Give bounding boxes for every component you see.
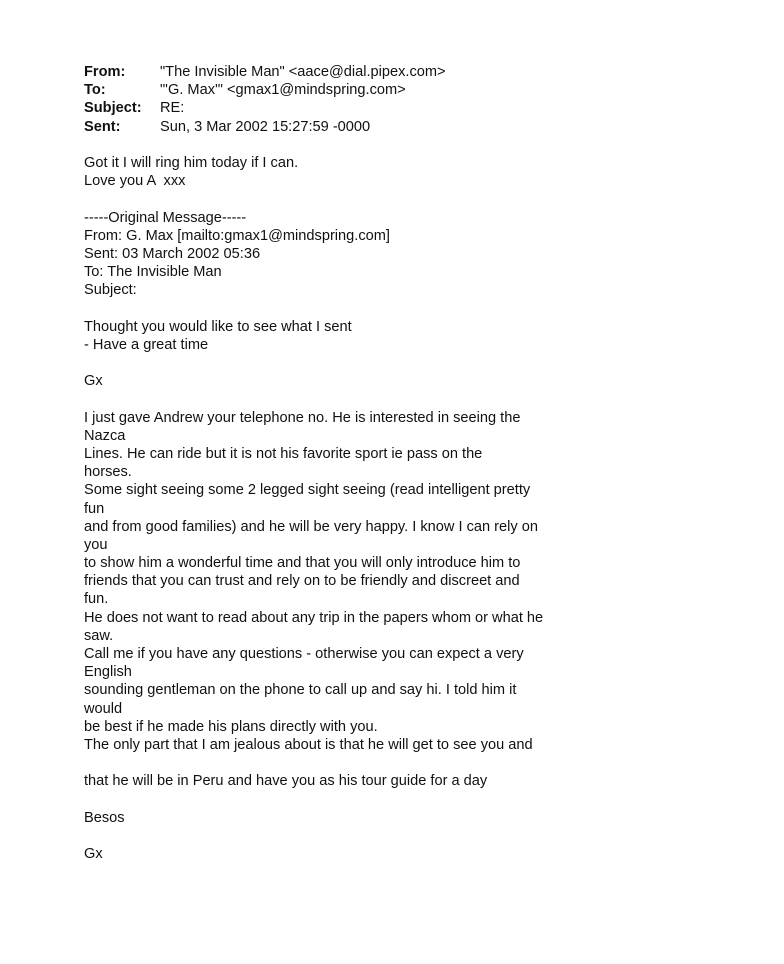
body-line: English — [84, 664, 132, 681]
from-value: "The Invisible Man" <aace@dial.pipex.com> — [160, 64, 446, 80]
body-line: Some sight seeing some 2 legged sight seeing (read intelligent pretty — [84, 482, 531, 499]
body-line: The only part that I am jealous about is that he will get to see you and — [84, 736, 533, 753]
header-to-row — [84, 81, 684, 99]
closing: Besos — [84, 809, 125, 826]
original-subject: Subject: — [84, 282, 137, 299]
body-line: horses. — [84, 464, 132, 481]
to-value: "'G. Max'" <gmax1@mindspring.com> — [160, 82, 406, 99]
original-to: To: The Invisible Man — [84, 264, 222, 281]
spacer — [84, 354, 684, 372]
body-line: Nazca — [84, 427, 126, 444]
body-line: Lines. He can ride but it is not his favorite sport ie pass on the — [84, 445, 483, 462]
original-from: From: G. Max [mailto:gmax1@mindspring.com] — [84, 227, 390, 244]
header-sent-row — [84, 118, 684, 136]
email-document — [84, 63, 684, 863]
body-line: fun. — [84, 591, 109, 608]
body-line: Call me if you have any questions - otherwise you can expect a very — [84, 646, 524, 662]
sent-label: Sent: — [84, 118, 121, 135]
body-line: you — [84, 536, 108, 553]
body-line: be best if he made his plans directly with you. — [84, 718, 378, 735]
header-subject-row — [84, 99, 684, 117]
spacer — [84, 390, 684, 408]
header-from-row — [84, 63, 684, 81]
from-label: From: — [84, 64, 126, 80]
signature: Gx — [84, 373, 103, 390]
spacer — [84, 136, 684, 154]
body-line: would — [84, 700, 123, 717]
reply-line-1: Got it I will ring him today if I can. — [84, 154, 299, 171]
subject-value: RE: — [160, 100, 185, 117]
original-separator: -----Original Message----- — [84, 209, 247, 226]
body-line: that he will be in Peru and have you as his tour guide for a day — [84, 773, 488, 790]
body-line: - Have a great time — [84, 336, 209, 353]
body-line: Thought you would like to see what I sent — [84, 318, 352, 335]
body-line: to show him a wonderful time and that you will only introduce him to — [84, 555, 521, 572]
body-line: friends that you can trust and rely on to be friendly and discreet and — [84, 573, 520, 590]
sent-value: Sun, 3 Mar 2002 15:27:59 -0000 — [160, 118, 371, 135]
body-line: He does not want to read about any trip in the papers whom or what he — [84, 609, 544, 626]
body-line: and from good families) and he will be very happy. I know I can rely on — [84, 518, 538, 535]
spacer — [84, 190, 684, 208]
to-label: To: — [84, 82, 106, 99]
spacer — [84, 827, 684, 845]
spacer — [84, 791, 684, 809]
spacer — [84, 299, 684, 317]
body-line: I just gave Andrew your telephone no. He is interested in seeing the — [84, 409, 521, 426]
body-line: sounding gentleman on the phone to call up and say hi. I told him it — [84, 682, 517, 699]
spacer — [84, 754, 684, 772]
original-sent: Sent: 03 March 2002 05:36 — [84, 245, 261, 262]
body-line: saw. — [84, 627, 114, 644]
subject-label: Subject: — [84, 100, 142, 117]
signature: Gx — [84, 846, 103, 863]
body-line: fun — [84, 500, 105, 517]
reply-line-2: Love you A xxx — [84, 173, 186, 190]
